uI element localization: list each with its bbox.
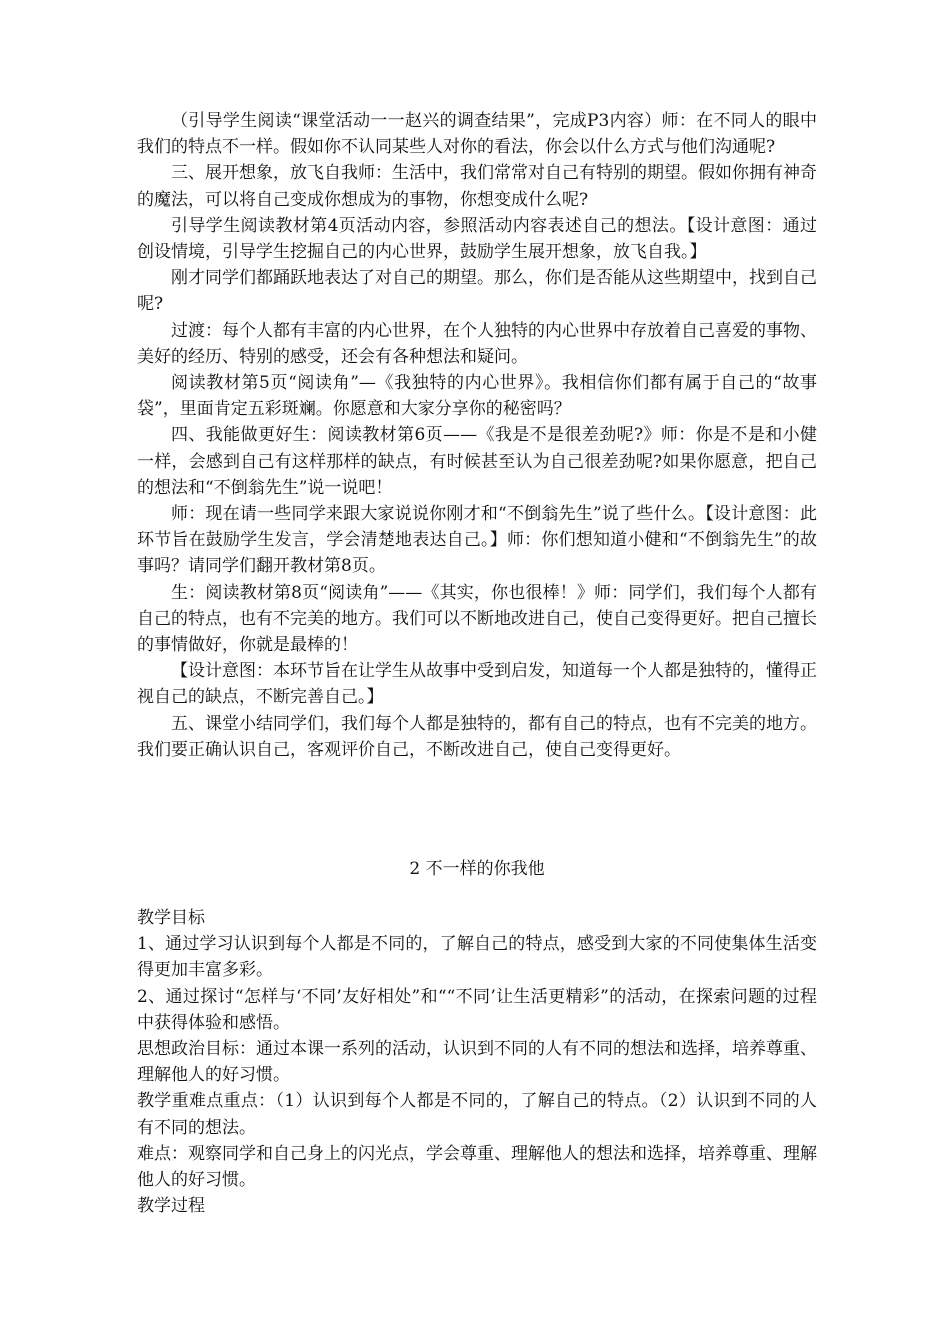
section-heading: 教学目标 — [137, 908, 205, 928]
key-points: 教学重难点重点：（1）认识到每个人都是不同的，了解自己的特点。（2）认识到不同的人有不同的想法。 — [137, 1091, 817, 1138]
paragraph: 【设计意图：本环节旨在让学生从故事中受到启发，知道每一个人都是独特的，懂得正视自己的缺点，不断完善自己。】 — [137, 661, 817, 708]
objective-item: 2、通过探讨“怎样与‘不同’友好相处”和““不同’让生活更精彩”的活动，在探索问题的过程中获得体验和感悟。 — [137, 986, 817, 1033]
paragraph: 引导学生阅读教材第4页活动内容，参照活动内容表述自己的想法。【设计意图：通过创设情境，引导学生挖掘自己的内心世界，鼓励学生展开想象，放飞自我。】 — [137, 215, 817, 263]
lesson-title: 2 不一样的你我他 — [409, 859, 545, 879]
paragraph: 五、课堂小结同学们，我们每个人都是独特的，都有自己的特点，也有不完美的地方。我们要正确认识自己，客观评价自己，不断改进自己，使自己变得更好。 — [137, 713, 817, 760]
paragraph: 阅读教材第5页“阅读角”—《我独特的内心世界》。我相信你们都有属于自己的“故事袋”，里面肯定五彩斑斓。你愿意和大家分享你的秘密吗？ — [137, 373, 817, 420]
section-heading: 教学过程 — [137, 1196, 205, 1217]
paragraph: 师：现在请一些同学来跟大家说说你刚才和“不倒翁先生”说了些什么。【设计意图：此环节旨在鼓励学生发言，学会清楚地表达自己。】师：你们想知道小健和“不倒翁先生”的故事吗？请同学们翻开教材第8页。 — [137, 504, 817, 577]
objective-item: 思想政治目标：通过本课一系列的活动，认识到不同的人有不同的想法和选择，培养尊重、理解他人的好习惯。 — [137, 1039, 817, 1086]
objective-item: 1、通过学习认识到每个人都是不同的，了解自己的特点，感受到大家的不同使集体生活变得更加丰富多彩。 — [137, 934, 817, 981]
paragraph: 过渡：每个人都有丰富的内心世界，在个人独特的内心世界中存放着自己喜爱的事物、美好的经历、特别的感受，还会有各种想法和疑问。 — [137, 320, 817, 367]
document-body — [137, 108, 817, 763]
paragraph: 生：阅读教材第8页“阅读角”——《其实，你也很棒！》师：同学们，我们每个人都有自己的特点，也有不完美的地方。我们可以不断地改进自己，使自己变得更好。把自己擅长的事情做好，你就是最棒的！ — [137, 582, 817, 656]
difficulties: 难点：观察同学和自己身上的闪光点，学会尊重、理解他人的想法和选择，培养尊重、理解他人的好习惯。 — [137, 1143, 817, 1191]
paragraph: 三、展开想象，放飞自我师：生活中，我们常常对自己有特别的期望。假如你拥有神奇的魔法，可以将自己变成你想成为的事物，你想变成什么呢? — [137, 163, 817, 210]
paragraph: 刚才同学们都踊跃地表达了对自己的期望。那么，你们是否能从这些期望中，找到自己呢? — [137, 268, 817, 315]
lesson-section — [137, 905, 817, 1219]
paragraph: 四、我能做更好生：阅读教材第6页——《我是不是很差劲呢?》师：你是不是和小健一样，会感到自己有这样那样的缺点，有时候甚至认为自己很差劲呢?如果你愿意，把自己的想法和“不倒翁先生”说一说吧！ — [137, 425, 817, 498]
paragraph: （引导学生阅读“课堂活动一一赵兴的调查结果”，完成P3内容）师：在不同人的眼中我们的特点不一样。假如你不认同某些人对你的看法，你会以什么方式与他们沟通呢? — [137, 111, 817, 158]
